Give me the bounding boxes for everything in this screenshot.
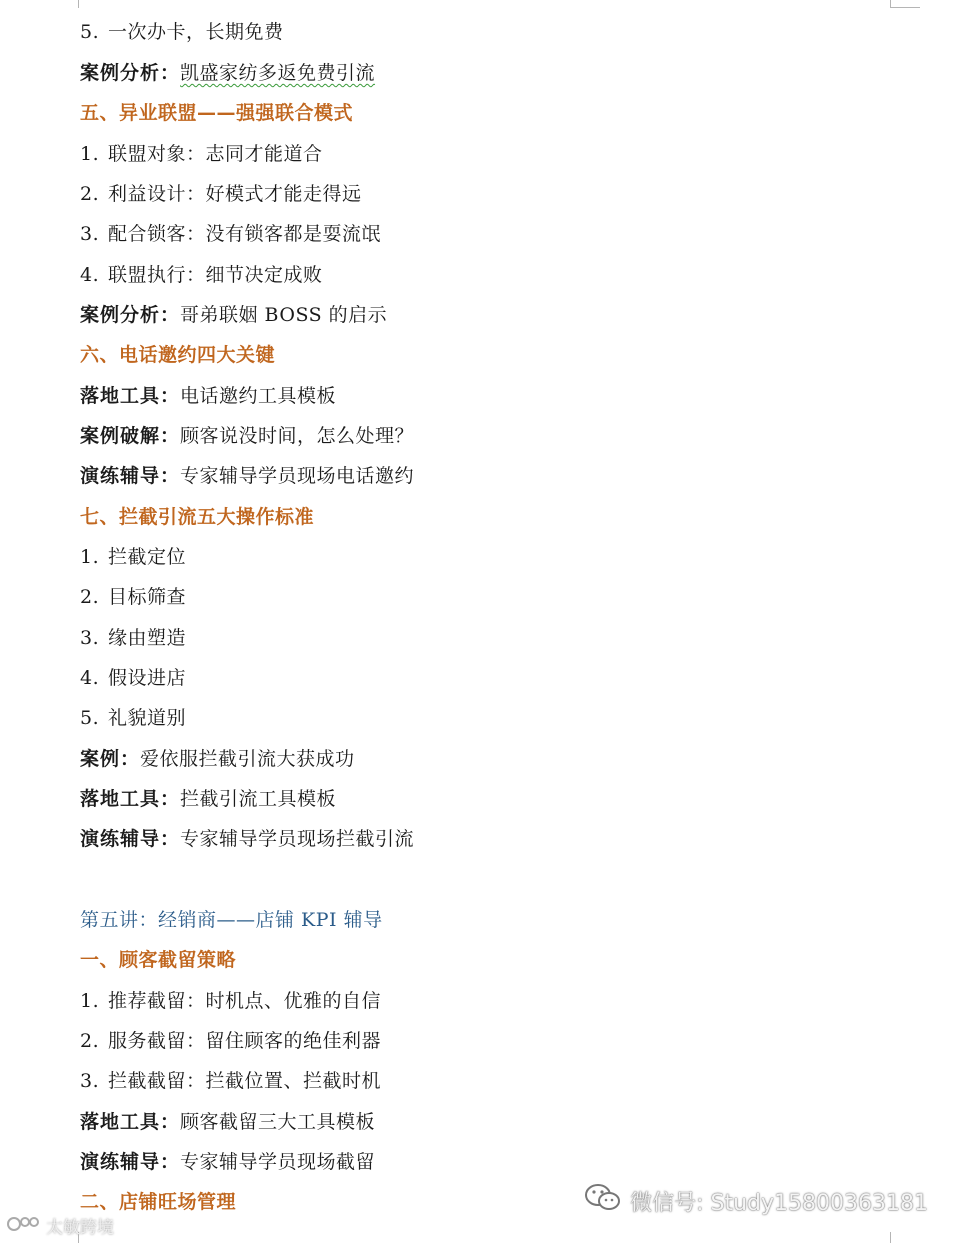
case-line: 案例破解：顾客说没时间，怎么处理？ — [80, 425, 415, 447]
tool-line: 落地工具：拦截引流工具模板 — [80, 788, 337, 810]
list-item: 3. 拦截截留：拦截位置、拦截时机 — [80, 1070, 382, 1092]
list-item: 1. 推荐截留：时机点、优雅的自信 — [80, 990, 382, 1012]
weibo-watermark — [6, 1212, 114, 1238]
section-heading: 一、顾客截留策略 — [80, 949, 237, 971]
section-heading: 六、电话邀约四大关键 — [80, 344, 276, 366]
list-item: 4. 假设进店 — [80, 667, 187, 689]
crop-mark-bottom-right-v — [890, 1232, 891, 1243]
section-heading: 五、异业联盟——强强联合模式 — [80, 102, 354, 124]
section-heading: 二、店铺旺场管理 — [80, 1191, 237, 1213]
wechat-watermark — [584, 1184, 928, 1218]
list-item: 5. 礼貌道别 — [80, 707, 187, 729]
wechat-id-text: 微信号: Study15800363181 — [630, 1190, 928, 1216]
section-heading: 七、拦截引流五大操作标准 — [80, 506, 315, 528]
list-item: 2. 利益设计：好模式才能走得远 — [80, 183, 362, 205]
list-item: 2. 目标筛查 — [80, 586, 187, 608]
list-item: 5. 一次办卡，长期免费 — [80, 21, 284, 43]
practice-line: 演练辅导：专家辅导学员现场截留 — [80, 1151, 376, 1173]
list-item: 3. 配合锁客：没有锁客都是耍流氓 — [80, 223, 382, 245]
list-item: 3. 缘由塑造 — [80, 627, 187, 649]
case-line: 案例：爱依服拦截引流大获成功 — [80, 748, 355, 770]
wechat-icon — [584, 1183, 622, 1219]
case-line: 案例分析：哥弟联姻 BOSS 的启示 — [80, 304, 388, 326]
weibo-logo-icon — [6, 1213, 42, 1238]
crop-mark-top-right-h — [890, 7, 920, 8]
list-item: 2. 服务截留：留住顾客的绝佳利器 — [80, 1030, 382, 1052]
chapter-title: 第五讲：经销商——店铺 KPI 辅导 — [80, 909, 383, 931]
weibo-account-text: 太敏跨境 — [46, 1217, 114, 1238]
tool-line: 落地工具：电话邀约工具模板 — [80, 385, 337, 407]
list-item: 1. 拦截定位 — [80, 546, 187, 568]
case-line: 案例分析：凯盛家纺多返免费引流 — [80, 62, 376, 84]
practice-line: 演练辅导：专家辅导学员现场电话邀约 — [80, 465, 415, 487]
tool-line: 落地工具：顾客截留三大工具模板 — [80, 1111, 376, 1133]
practice-line: 演练辅导：专家辅导学员现场拦截引流 — [80, 828, 415, 850]
crop-mark-top-left-v — [78, 0, 79, 8]
list-item: 1. 联盟对象：志同才能道合 — [80, 143, 323, 165]
list-item: 4. 联盟执行：细节决定成败 — [80, 264, 323, 286]
